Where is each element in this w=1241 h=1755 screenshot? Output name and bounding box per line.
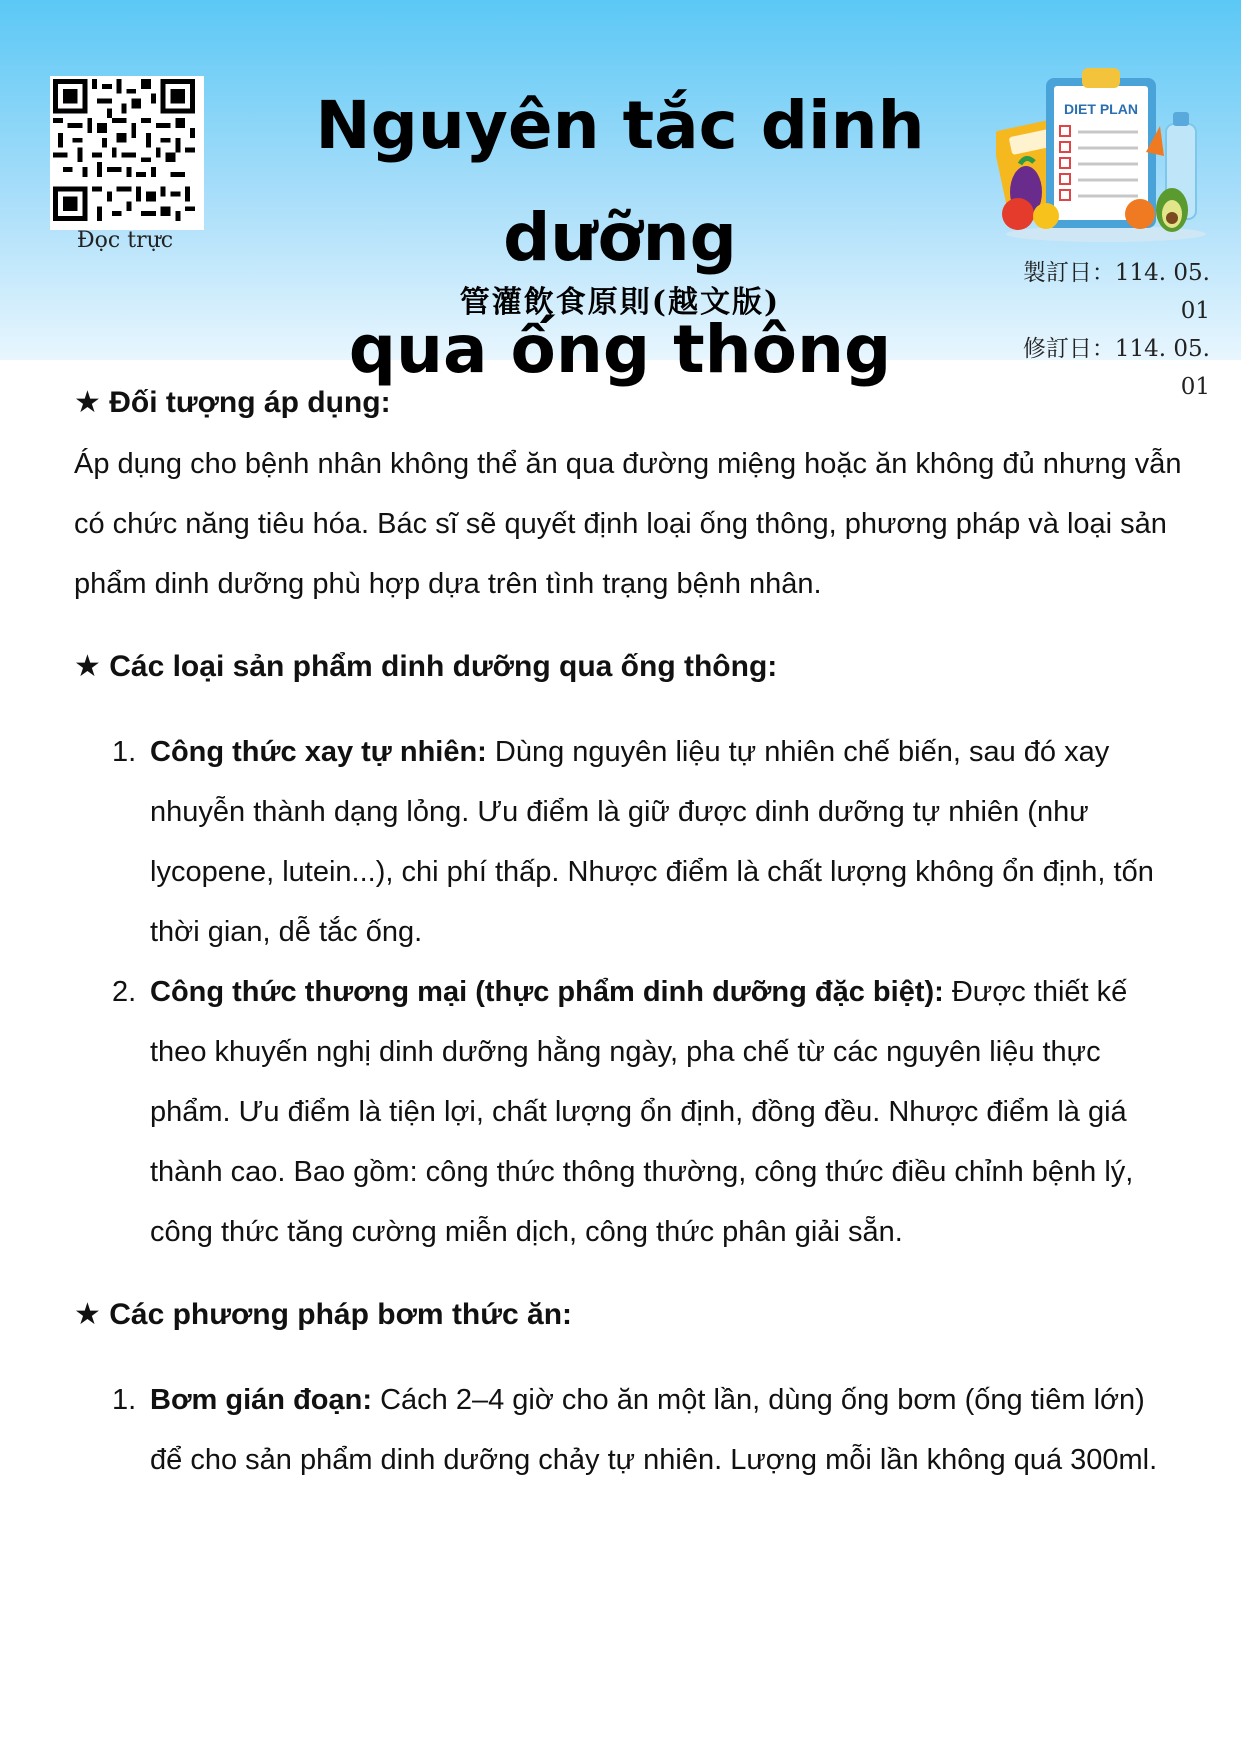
list-item-text: Được thiết kế theo khuyến nghị dinh dưỡng hằng ngày, pha chế từ các nguyên liệu thực phẩm. Ưu điểm là tiện lợi, chất lượng ổn định, đồng đều. Nhược điểm là giá thành cao. Bao gồm: công thức thông thường, công thức điều chỉnh bệnh lý, công thức tăng cường miễn dịch, công thức phân giải sẵn.: [150, 976, 1134, 1248]
list-item-title: Công thức xay tự nhiên:: [150, 736, 487, 768]
qr-code-icon: [53, 79, 195, 221]
list-item: [74, 722, 1184, 962]
diet-plan-illustration: [996, 64, 1212, 244]
applicable-text: Áp dụng cho bệnh nhân không thể ăn qua đường miệng hoặc ăn không đủ nhưng vẫn có chức năng tiêu hóa. Bác sĩ sẽ quyết định loại ống thông, phương pháp và loại sản phẩm dinh dưỡng phù hợp dựa trên tình trạng bệnh nhân.: [74, 448, 1182, 600]
diet-plan-label: DIET PLAN: [1064, 101, 1138, 117]
qr-code[interactable]: [50, 76, 204, 230]
list-item-text: Cách 2–4 giờ cho ăn một lần, dùng ống bơm (ống tiêm lớn) để cho sản phẩm dinh dưỡng chảy tự nhiên. Lượng mỗi lần không quá 300ml.: [150, 1384, 1158, 1476]
qr-caption: Đọc trực: [76, 228, 174, 253]
revised-date: 修訂日：114. 05. 01: [1022, 336, 1210, 400]
page-title: [220, 70, 1020, 406]
product-types-list: [74, 722, 1184, 1262]
title-line-1: Nguyên tắc dinh dưỡng: [315, 87, 925, 276]
list-item-title: Công thức thương mại (thực phẩm dinh dưỡng đặc biệt):: [150, 976, 944, 1008]
list-item-text: Dùng nguyên liệu tự nhiên chế biến, sau đó xay nhuyễn thành dạng lỏng. Ưu điểm là giữ được dinh dưỡng tự nhiên (như lycopene, lutein...), chi phí thấp. Nhược điểm là chất lượng không ổn định, tốn thời gian, dễ tắc ống.: [150, 736, 1154, 948]
header-banner: [0, 0, 1241, 400]
section-heading-product-types: ★ Các loại sản phẩm dinh dưỡng qua ống thông:: [74, 650, 778, 683]
page-subtitle: 管灌飲食原則(越文版): [459, 285, 781, 320]
list-item: [74, 962, 1184, 1262]
list-item-title: Bơm gián đoạn:: [150, 1384, 373, 1416]
feeding-methods-list: [74, 1370, 1184, 1490]
list-item-number: 2.: [112, 976, 137, 1008]
section-heading-applicable: ★ Đối tượng áp dụng:: [74, 386, 391, 419]
list-item-number: 1.: [112, 736, 137, 768]
document-body: [74, 380, 1184, 1490]
section-heading-feeding-methods: ★ Các phương pháp bơm thức ăn:: [74, 1298, 573, 1331]
list-item: [74, 1370, 1184, 1490]
list-item-number: 1.: [112, 1384, 137, 1416]
created-date: 製訂日：114. 05. 01: [1022, 260, 1210, 324]
title-line-2: qua ống thông: [348, 311, 892, 388]
